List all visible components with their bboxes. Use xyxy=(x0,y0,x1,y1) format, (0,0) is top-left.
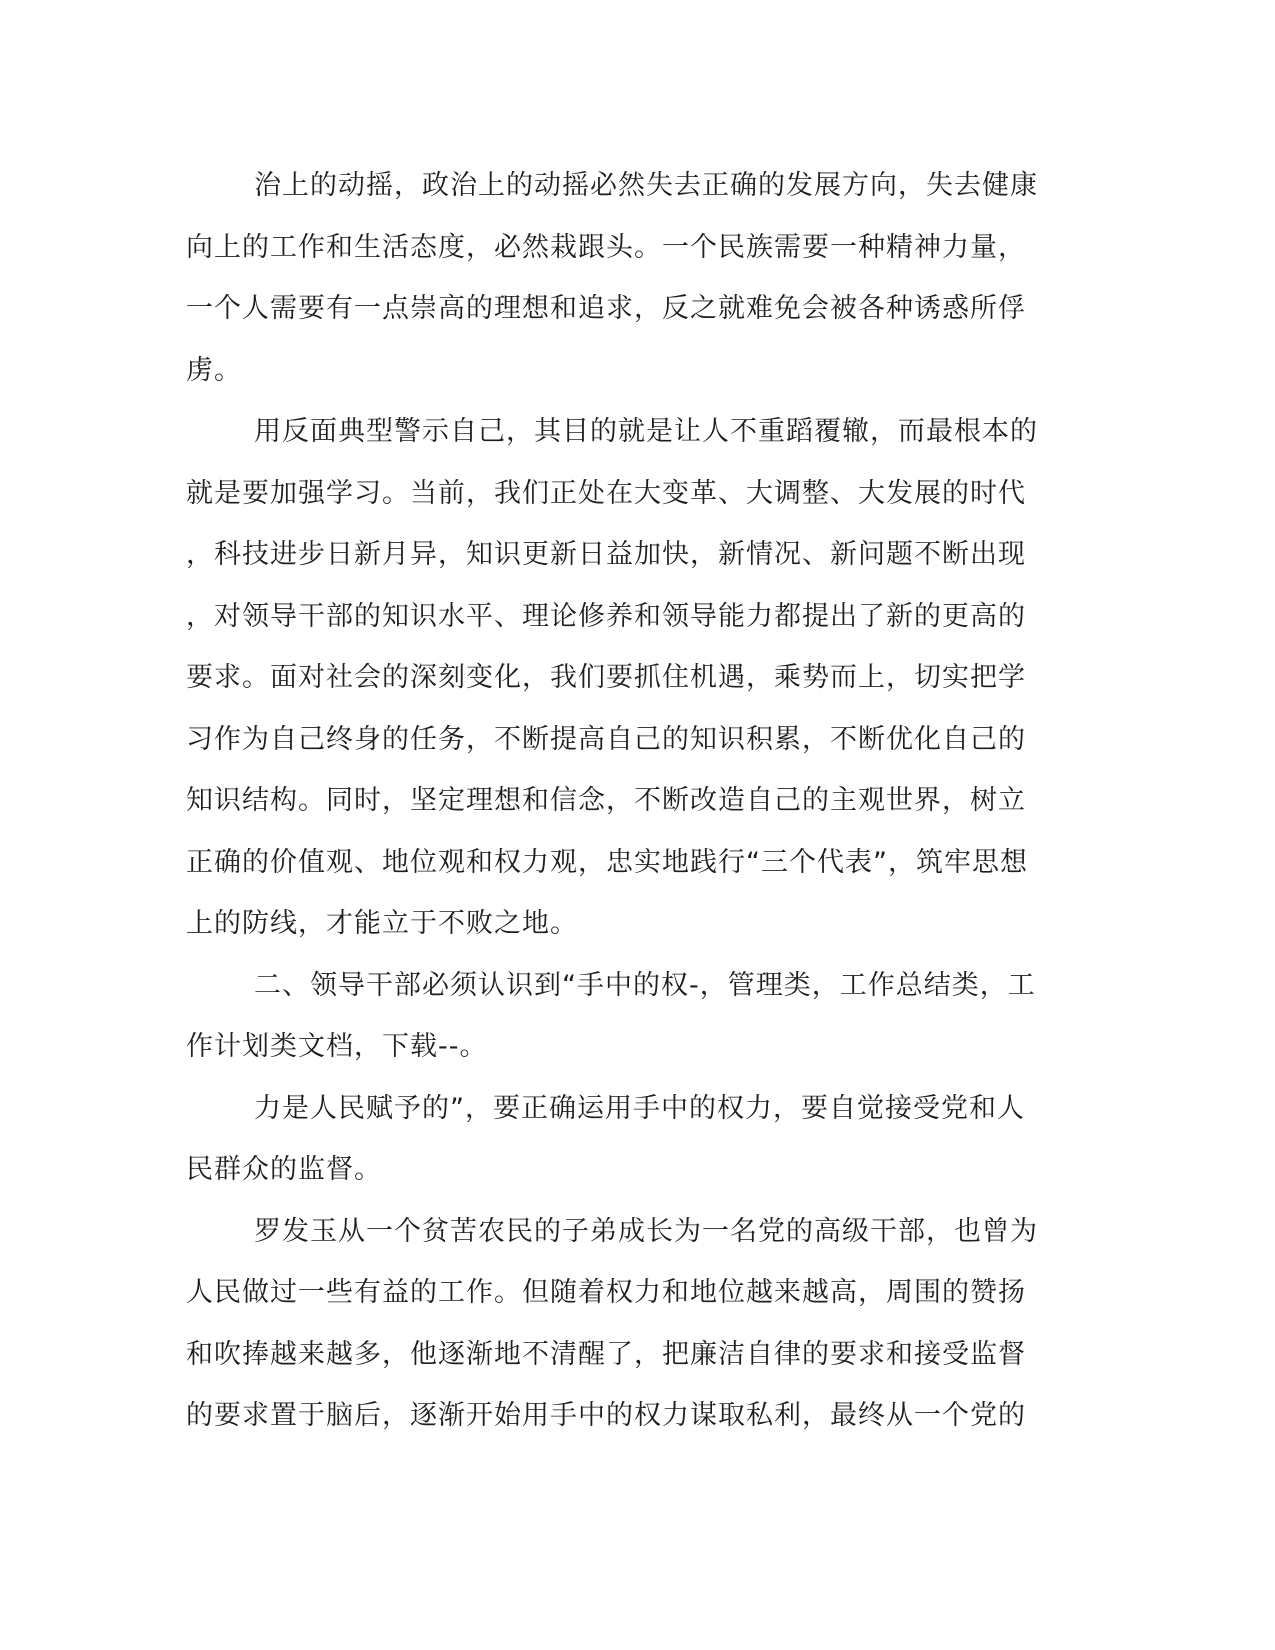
text-line: 治上的动摇，政治上的动摇必然失去正确的发展方向，失去健康 xyxy=(254,170,1038,201)
text-line: 正确的价值观、地位观和权力观，忠实地践行“三个代表”，筑牢思想 xyxy=(186,846,1028,878)
text-line: 虏。 xyxy=(186,354,242,386)
paragraph xyxy=(186,955,1076,1078)
text-line: 民群众的监督。 xyxy=(186,1154,382,1185)
text-line: 人民做过一些有益的工作。但随着权力和地位越来越高，周围的赞扬 xyxy=(186,1277,1026,1308)
paragraph xyxy=(186,401,1076,955)
text-line: 力是人民赋予的”，要正确运用手中的权力，要自觉接受党和人 xyxy=(254,1092,1025,1124)
text-line: 作计划类文档，下载--。 xyxy=(186,1031,488,1062)
text-line: 要求。面对社会的深刻变化，我们要抓住机遇，乘势而上，切实把学 xyxy=(186,662,1026,693)
text-line: 习作为自己终身的任务，不断提高自己的知识积累，不断优化自己的 xyxy=(186,723,1026,755)
paragraph xyxy=(186,1201,1076,1447)
text-line: 就是要加强学习。当前，我们正处在大变革、大调整、大发展的时代 xyxy=(186,477,1026,509)
text-line: 和吹捧越来越多，他逐渐地不清醒了，把廉洁自律的要求和接受监督 xyxy=(186,1338,1026,1370)
text-line: 用反面典型警示自己，其目的就是让人不重蹈覆辙，而最根本的 xyxy=(254,416,1038,447)
paragraph xyxy=(186,1078,1076,1201)
text-line: 二、领导干部必须认识到“手中的权-，管理类，工作总结类，工 xyxy=(254,969,1036,1001)
text-line: 知识结构。同时，坚定理想和信念，不断改造自己的主观世界，树立 xyxy=(186,785,1026,816)
text-line: 的要求置于脑后，逐渐开始用手中的权力谋取私利，最终从一个党的 xyxy=(186,1400,1026,1431)
document-body xyxy=(186,155,1076,1447)
text-line: 向上的工作和生活态度，必然栽跟头。一个民族需要一种精神力量， xyxy=(186,231,1026,263)
text-line: ，科技进步日新月异，知识更新日益加快，新情况、新问题不断出现 xyxy=(186,539,1026,570)
paragraph xyxy=(186,155,1076,401)
text-line: 上的防线，才能立于不败之地。 xyxy=(186,908,578,939)
text-line: 一个人需要有一点崇高的理想和追求，反之就难免会被各种诱惑所俘 xyxy=(186,293,1026,324)
text-line: ，对领导干部的知识水平、理论修养和领导能力都提出了新的更高的 xyxy=(186,600,1026,632)
text-line: 罗发玉从一个贫苦农民的子弟成长为一名党的高级干部，也曾为 xyxy=(254,1215,1038,1247)
